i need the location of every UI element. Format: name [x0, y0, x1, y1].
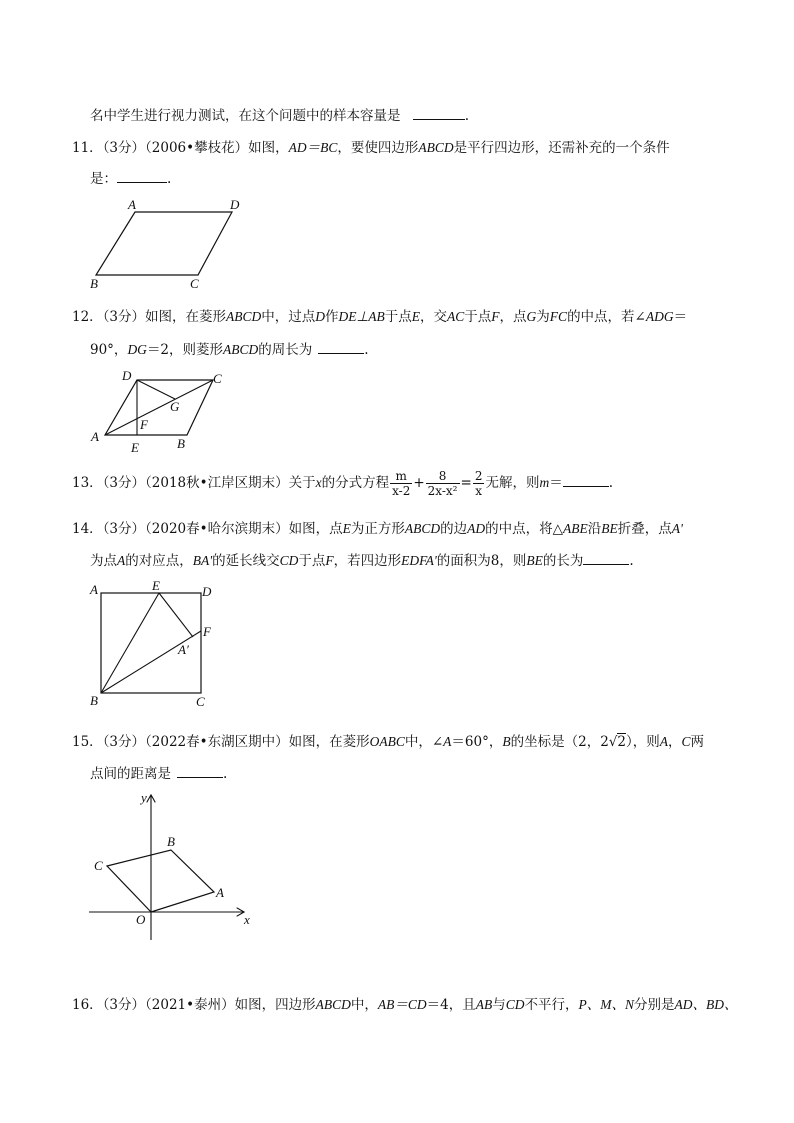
q10-answer-blank[interactable]	[413, 107, 465, 120]
q14-segment-EA	[159, 593, 193, 637]
q14-label-D: D	[202, 584, 212, 599]
q15-label-A: A	[216, 885, 224, 900]
q13-number: 13．	[72, 475, 103, 491]
q12-label-A: A	[91, 429, 99, 444]
q11-label-D: D	[230, 197, 240, 212]
q15-label-O: O	[136, 912, 146, 927]
q13-fraction-2: $\frac{8}{\text{2x-x²}}$	[427, 469, 458, 498]
q14-square-figure	[88, 580, 228, 710]
q12-label-G: G	[170, 399, 180, 414]
q14-label-C: C	[196, 694, 205, 709]
q12-rhombus-figure	[85, 365, 235, 460]
q11-parallelogram-figure	[80, 195, 260, 295]
q12-line1: 12．（3分）如图，在菱形ABCD中，过点D作DE⊥AB于点E，交AC于点F，点G为FC的中点，若∠ADG＝	[72, 309, 688, 325]
q11-number: 11．	[72, 140, 103, 156]
q15-label-y: y	[141, 790, 147, 805]
q11-label-A: A	[128, 197, 136, 212]
q15-rhombus	[107, 850, 214, 912]
q12-label-F: F	[140, 417, 148, 432]
q12-label-B: B	[177, 436, 185, 451]
q12-label-E: E	[131, 440, 139, 455]
q15-sqrt: √2	[608, 734, 626, 750]
q11-parallelogram	[96, 212, 232, 275]
q10-line: 名中学生进行视力测试，在这个问题中的样本容量是 .	[90, 108, 470, 124]
q12-label-C: C	[213, 371, 222, 386]
q11-label-C: C	[190, 276, 199, 291]
q15-answer-blank[interactable]	[177, 765, 223, 778]
q15-label-B: B	[167, 834, 175, 849]
q13-line: 13．（3分）（2018秋•江岸区期末）关于x的分式方程 $\frac{m}{x-2}$ + $\frac{8}{\text{2x-x²}}$ = $\frac{2}{x}$ 无解，则m＝ .	[72, 469, 613, 498]
q12-segment-DG	[137, 380, 175, 399]
q13-fraction-3: $\frac{2}{x}$	[474, 469, 483, 498]
q13-fraction-1: $\frac{m}{x-2}$	[392, 469, 411, 498]
q16-line1: 16．（3分）（2021•泰州）如图，四边形ABCD中，AB＝CD＝4，且AB与CD不平行，P、M、N分别是AD、BD、	[72, 997, 738, 1013]
q12-number: 12．	[72, 309, 103, 325]
q14-line2: 为点A的对应点，BA'的延长线交CD于点F，若四边形EDFA'的面积为8，则BE的长为 .	[90, 553, 634, 569]
q14-label-E: E	[152, 578, 160, 593]
q12-label-D: D	[122, 368, 132, 383]
q12-line2: 90°，DG＝2，则菱形ABCD的周长为 .	[90, 342, 369, 358]
q15-line1: 15．（3分）（2022春•东湖区期中）如图，在菱形OABC中，∠A＝60°，B的坐标是（2，2√2），则A，C两	[72, 734, 705, 750]
q14-segment-BF	[101, 631, 201, 693]
q10-text: 名中学生进行视力测试，在这个问题中的样本容量是	[90, 108, 401, 124]
q15-number: 15．	[72, 734, 103, 750]
q13-answer-blank[interactable]	[563, 474, 609, 487]
q14-label-A: A	[90, 582, 98, 597]
q14-segment-BE	[101, 593, 159, 693]
q14-answer-blank[interactable]	[583, 552, 629, 565]
q11-line2: 是： .	[90, 171, 172, 187]
q15-label-x: x	[244, 912, 250, 927]
q15-line2: 点间的距离是 .	[90, 766, 228, 782]
q14-label-Aprime: A′	[178, 642, 189, 657]
q16-number: 16．	[72, 997, 103, 1013]
q11-label-B: B	[90, 276, 98, 291]
q14-line1: 14．（3分）（2020春•哈尔滨期末）如图，点E为正方形ABCD的边AD的中点，将△ABE沿BE折叠，点A'	[72, 521, 683, 537]
q14-label-F: F	[203, 624, 211, 639]
q15-label-C: C	[94, 858, 103, 873]
q14-label-B: B	[90, 693, 98, 708]
q11-answer-blank[interactable]	[117, 170, 167, 183]
q15-coordinate-figure	[85, 790, 265, 940]
q11-line1: 11．（3分）（2006•攀枝花）如图，AD＝BC，要使四边形ABCD是平行四边形，还需补充的一个条件	[72, 140, 670, 156]
q12-answer-blank[interactable]	[318, 341, 364, 354]
q14-number: 14．	[72, 521, 103, 537]
